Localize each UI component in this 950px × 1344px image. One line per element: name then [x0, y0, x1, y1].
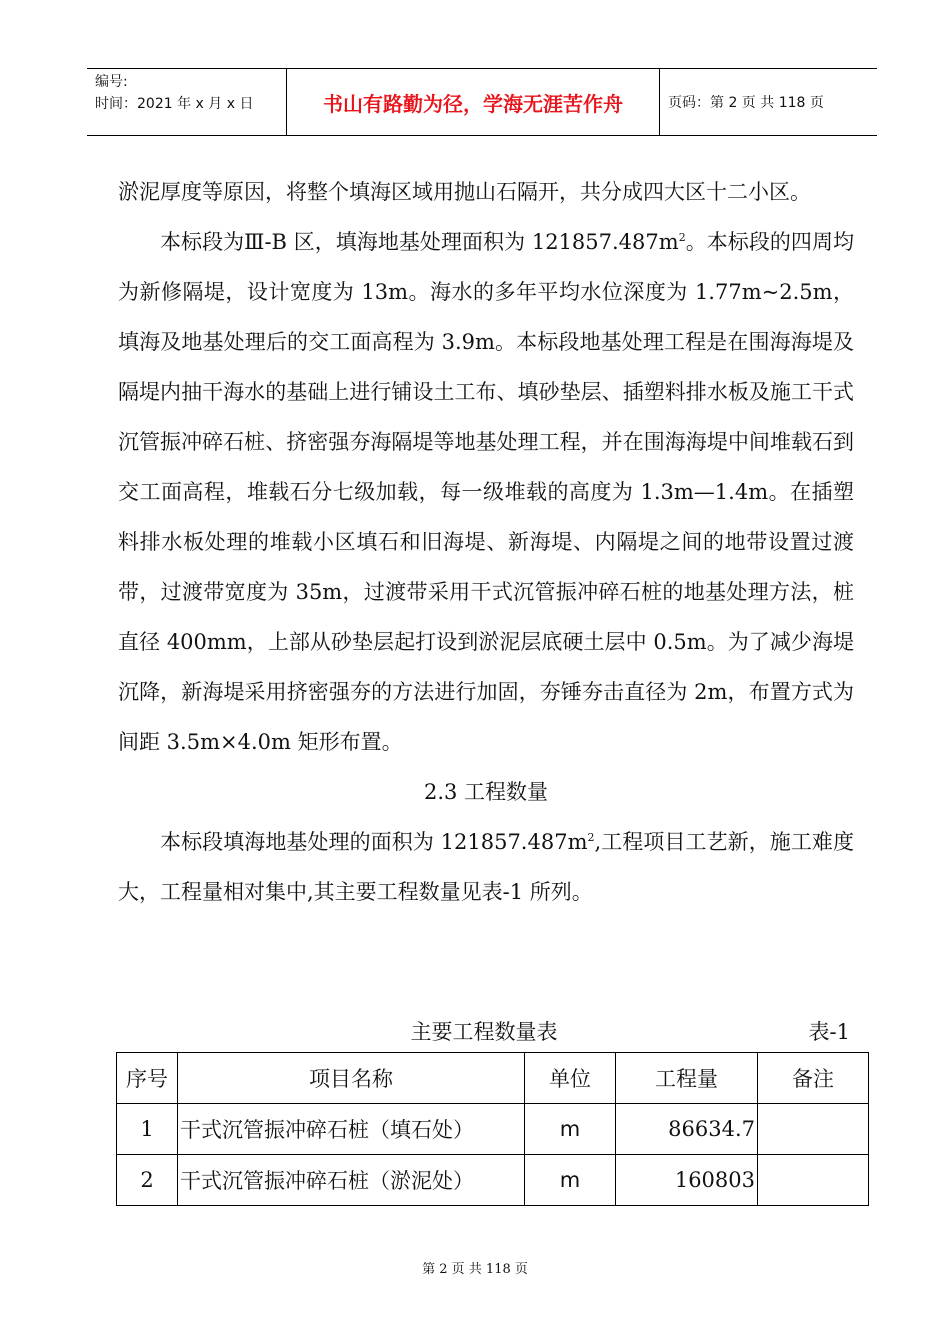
cell-unit: m	[525, 1155, 616, 1206]
superscript: 2	[678, 231, 686, 244]
paragraph-3-rest: ,工程项目工艺新，施工难度大，工程量相对集中,其主要工程数量见表-1 所列。	[118, 830, 854, 904]
paragraph-3-start: 本标段填海地基处理的面积为 121857.487m	[160, 830, 588, 854]
table-row	[117, 1104, 869, 1155]
cell-index: 2	[117, 1155, 178, 1206]
time-label: 时间：2021 年 x 月 x 日	[95, 96, 254, 112]
table-header-row	[117, 1053, 869, 1104]
superscript: 2	[587, 831, 595, 844]
header-item-name: 项目名称	[178, 1053, 525, 1104]
code-label: 编号:	[95, 74, 128, 90]
paragraph-2-rest: 。本标段的四周均为新修隔堤，设计宽度为 13m。海水的多年平均水位深度为 1.77m~2.5m，填海及地基处理后的交工面高程为 3.9m。本标段地基处理工程是在围海海堤及隔堤内抽干海水的基础上进行铺设土工布、填砂垫层、插塑料排水板及施工干式沉管振冲碎石桩、挤密强夯海隔堤等地基处理工程，并在围海海堤中间堆载石到交工面高程，堆载石分七级加载，每一级堆载的高度为 1.3m—1.4m。在插塑料排水板处理的堆载小区填石和旧海堤、新海堤、内隔堤之间的地带设置过渡带，过渡带宽度为 35m，过渡带采用干式沉管振冲碎石桩的地基处理方法，桩直径 400mm，上部从砂垫层起打设到淤泥层底硬土层中 0.5m。为了减少海堤沉降，新海堤采用挤密强夯的方法进行加固，夯锤夯击直径为 2m，布置方式为间距 3.5m×4.0m 矩形布置。	[118, 230, 855, 754]
section-heading: 2.3 工程数量	[423, 780, 549, 804]
header-meta	[87, 69, 287, 135]
header-remarks: 备注	[758, 1053, 869, 1104]
cell-item-name: 干式沉管振冲碎石桩（填石处）	[178, 1104, 525, 1155]
page-header	[87, 68, 877, 136]
cell-remarks	[758, 1155, 869, 1206]
cell-remarks	[758, 1104, 869, 1155]
cell-index: 1	[117, 1104, 178, 1155]
document-body	[118, 167, 854, 917]
paragraph-3	[118, 817, 854, 917]
table-row	[117, 1155, 869, 1206]
cell-quantity: 160803	[616, 1155, 758, 1206]
paragraph-2	[118, 217, 854, 767]
table-label: 表-1	[808, 1020, 850, 1044]
cell-item-name: 干式沉管振冲碎石桩（淤泥处）	[178, 1155, 525, 1206]
cell-unit: m	[525, 1104, 616, 1155]
header-page-info: 页码：第 2 页 共 118 页	[668, 95, 824, 111]
table-caption	[118, 1008, 850, 1048]
header-index: 序号	[117, 1053, 178, 1104]
table-title: 主要工程数量表	[410, 1020, 558, 1044]
header-unit: 单位	[525, 1053, 616, 1104]
page-footer: 第 2 页 共 118 页	[422, 1262, 528, 1277]
paragraph-2-start: 本标段为Ⅲ-B 区，填海地基处理面积为 121857.487m	[160, 230, 679, 254]
quantity-table	[116, 1052, 869, 1206]
cell-quantity: 86634.7	[616, 1104, 758, 1155]
paragraph-1: 淤泥厚度等原因，将整个填海区域用抛山石隔开，共分成四大区十二小区。	[118, 180, 811, 204]
header-motto: 书山有路勤为径，学海无涯苦作舟	[287, 69, 660, 135]
header-quantity: 工程量	[616, 1053, 758, 1104]
